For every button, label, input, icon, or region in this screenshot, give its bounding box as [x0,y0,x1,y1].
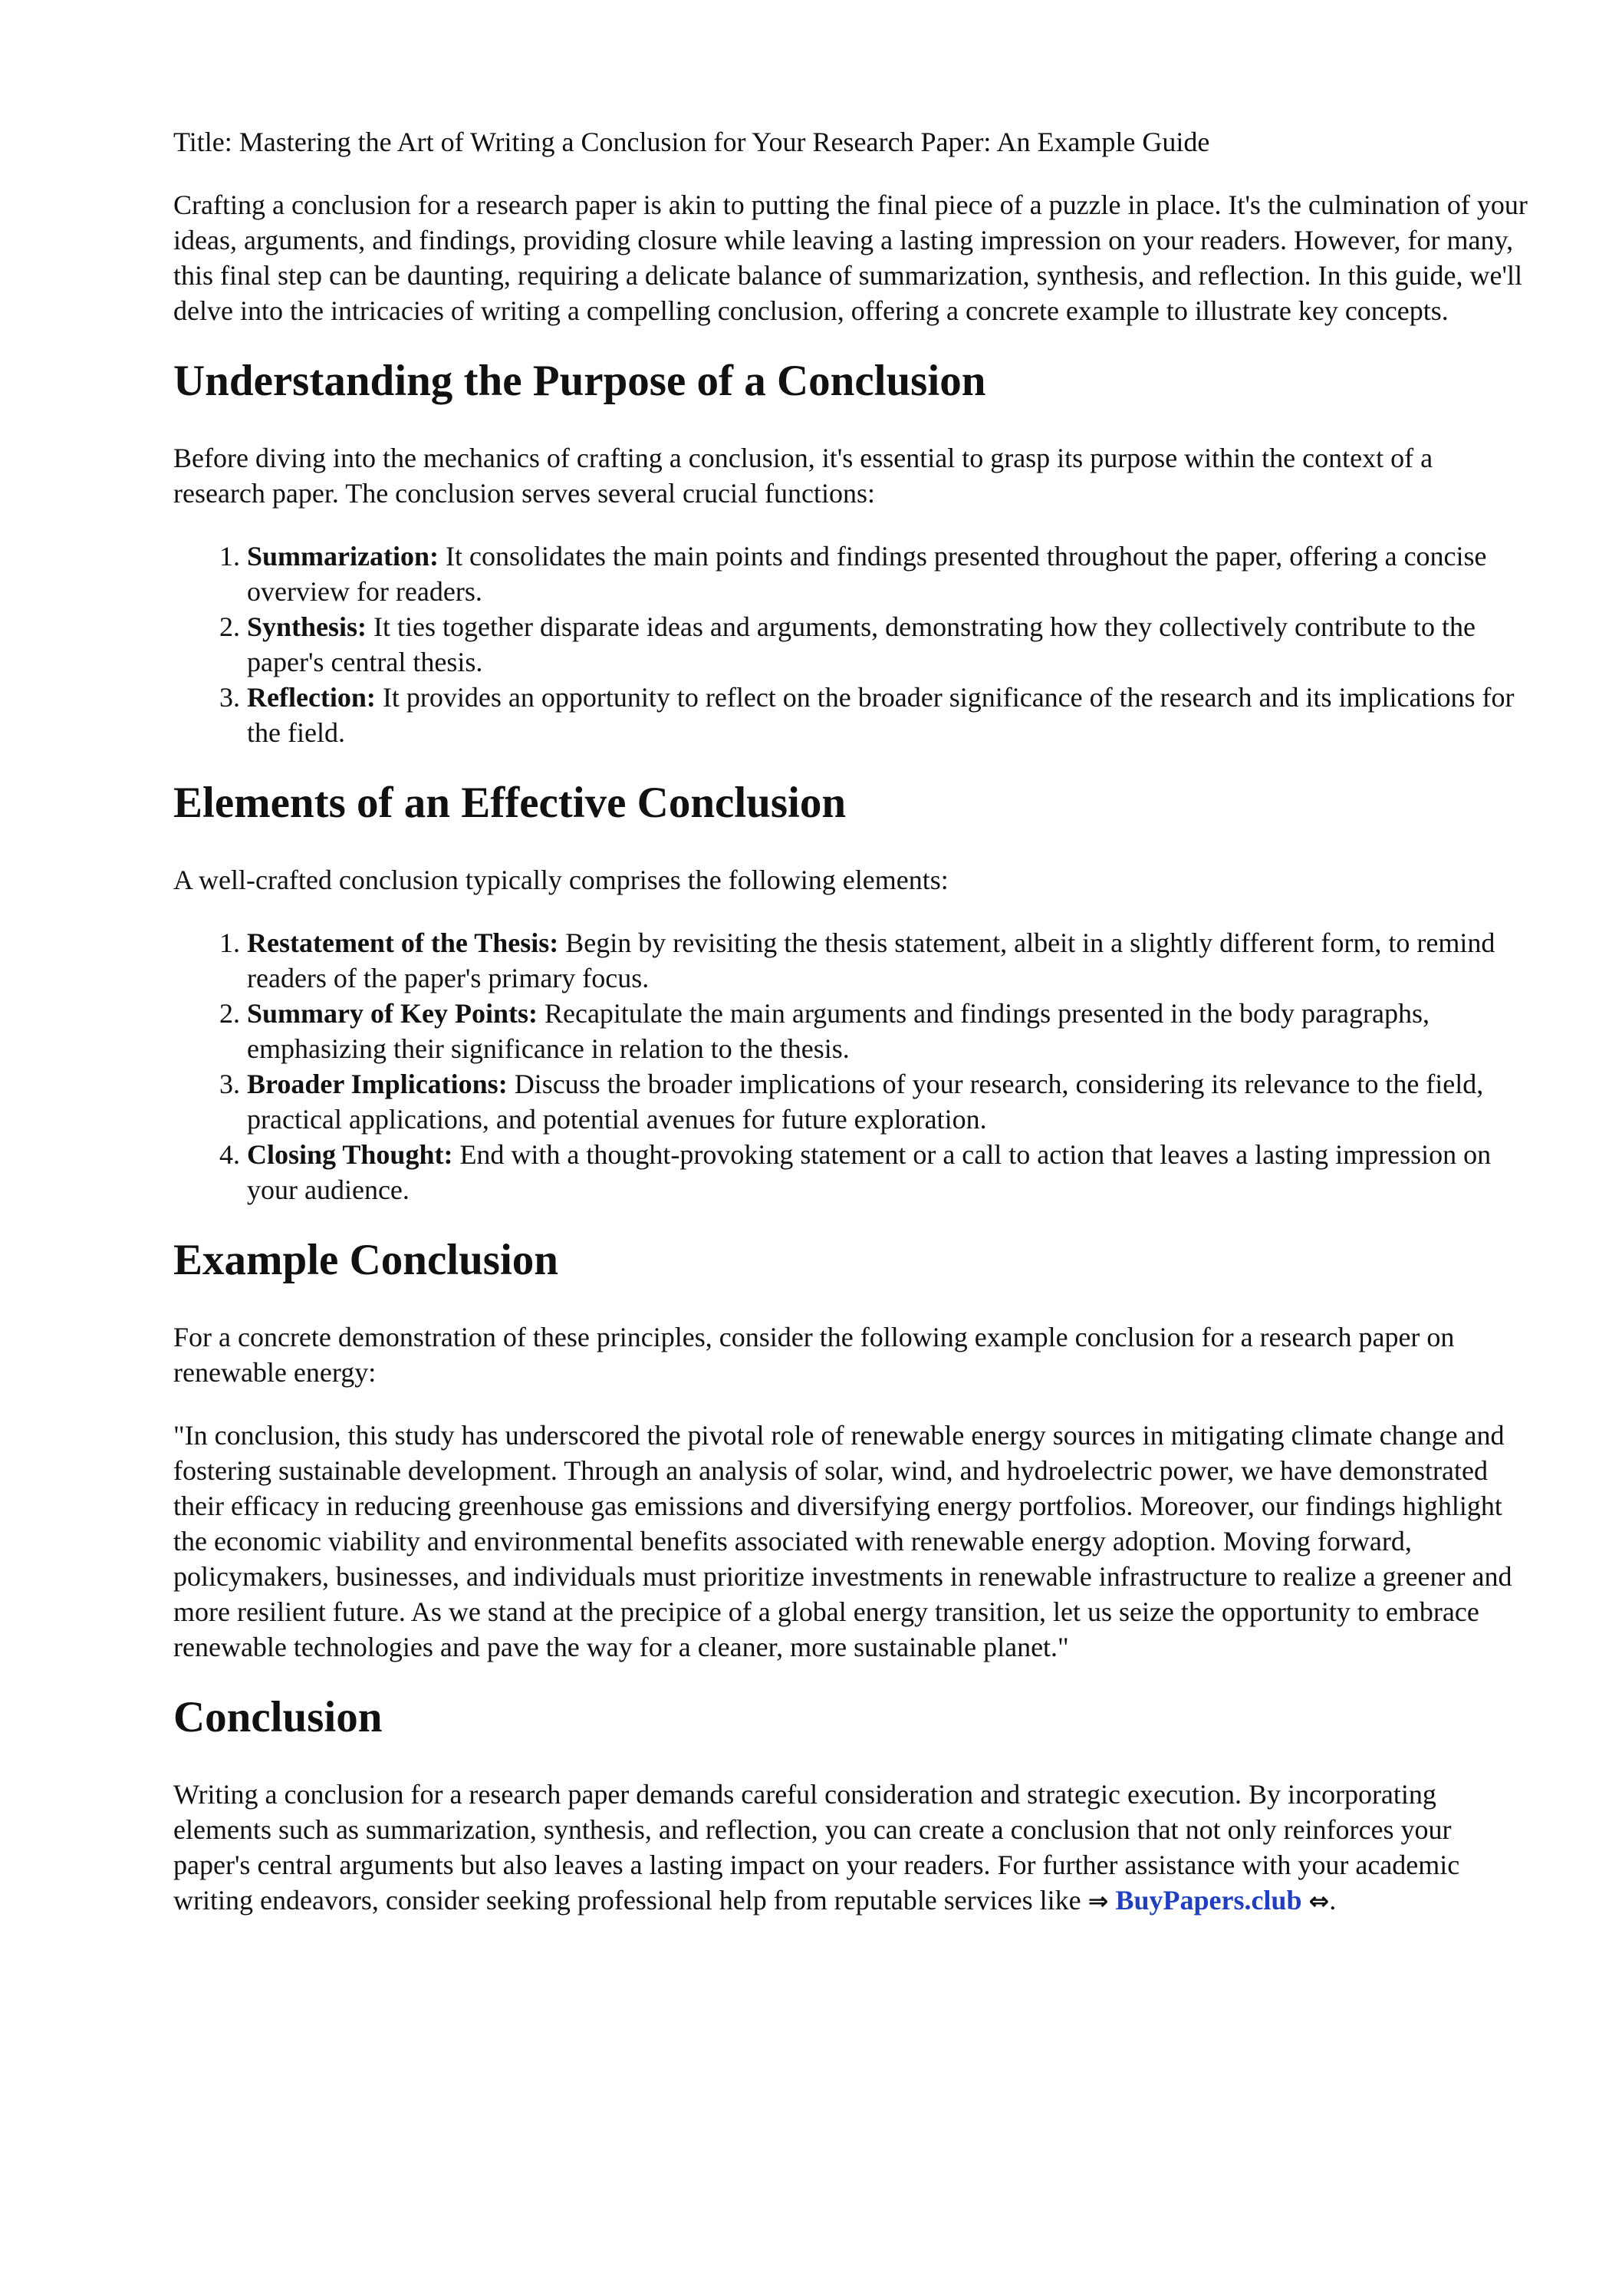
example-intro-paragraph: For a concrete demonstration of these principles, consider the following example conclusion for a research paper on renewable energy: [173,1322,1455,1388]
section-heading-conclusion: Conclusion [173,1693,383,1741]
document-title-line: Title: Mastering the Art of Writing a Conclusion for Your Research Paper: An Example Guide [173,127,1210,157]
list-item-term: Reflection: [247,682,376,713]
example-quote-paragraph: "In conclusion, this study has underscored the pivotal role of renewable energy sources in mitigating climate change and fostering sustainable development. Through an analysis of solar, wind, and hydroelectric power, we have demonstrated their efficacy in reducing greenhouse gas emissions and diversifying energy portfolios. Moreover, our findings highlight the economic viability and environmental benefits associated with renewable energy adoption. Moving forward, policymakers, businesses, and individuals must prioritize investments in renewable infrastructure to realize a greener and more resilient future. As we stand at the precipice of a global energy transition, let us seize the opportunity to embrace renewable technologies and pave the way for a cleaner, more sustainable planet." [173,1420,1512,1662]
list-item [247,996,1530,1066]
buypapers-link[interactable]: BuyPapers.club [1115,1885,1302,1916]
list-item-text: Discuss the broader implications of your research, considering its relevance to the field, practical applications, and potential avenues for future exploration. [247,1069,1484,1135]
elements-intro-paragraph: A well-crafted conclusion typically comprises the following elements: [173,865,949,895]
list-item [247,1066,1530,1137]
list-item-term: Closing Thought: [247,1139,453,1170]
list-item-term: Restatement of the Thesis: [247,927,559,958]
conclusion-text: Writing a conclusion for a research paper demands careful consideration and strategic execution. By incorporating elements such as summarization, synthesis, and reflection, you can create a conclusion that not only reinforces your paper's central arguments but also leaves a lasting impact on your readers. For further assistance with your academic writing endeavors, consider seeking professional help from reputable services like [173,1779,1460,1916]
list-item-text: It consolidates the main points and findings presented throughout the paper, offering a concise overview for readers. [247,541,1487,607]
elements-list [173,925,1530,1207]
section-heading-example: Example Conclusion [173,1236,559,1284]
intro-paragraph: Crafting a conclusion for a research paper is akin to putting the final piece of a puzzle in place. It's the culmination of your ideas, arguments, and findings, providing closure while leaving a lasting impression on your readers. However, for many, this final step can be daunting, requiring a delicate balance of summarization, synthesis, and reflection. In this guide, we'll delve into the intricacies of writing a compelling conclusion, offering a concrete example to illustrate key concepts. [173,189,1528,326]
section-heading-purpose: Understanding the Purpose of a Conclusion [173,357,986,405]
list-item [247,609,1530,680]
list-item [247,680,1530,750]
section-heading-elements: Elements of an Effective Conclusion [173,779,847,827]
list-item-text: It ties together disparate ideas and arguments, demonstrating how they collectively contribute to the paper's central thesis. [247,611,1476,677]
list-item-term: Synthesis: [247,611,367,642]
list-item-text: End with a thought-provoking statement or a call to action that leaves a lasting impression on your audience. [247,1139,1492,1205]
list-item-text: It provides an opportunity to reflect on the broader significance of the research and its implications for the field. [247,682,1515,748]
purpose-functions-list [173,539,1530,750]
list-item-text: Recapitulate the main arguments and findings presented in the body paragraphs, emphasizing their significance in relation to the thesis. [247,998,1430,1064]
list-item-term: Broader Implications: [247,1069,508,1099]
list-item-term: Summarization: [247,541,439,572]
purpose-intro-paragraph: Before diving into the mechanics of crafting a conclusion, it's essential to grasp its purpose within the context of a research paper. The conclusion serves several crucial functions: [173,443,1433,509]
list-item [247,539,1530,609]
list-item [247,925,1530,996]
list-item-term: Summary of Key Points: [247,998,538,1029]
list-item [247,1137,1530,1207]
conclusion-paragraph [173,1777,1530,1919]
arrow-right-icon: ⇒ [1087,1886,1109,1916]
list-item-text: Begin by revisiting the thesis statement, albeit in a slightly different form, to remind readers of the paper's primary focus. [247,927,1495,993]
conclusion-end-punctuation: . [1329,1885,1337,1916]
double-arrow-icon: ⇔ [1308,1886,1330,1916]
